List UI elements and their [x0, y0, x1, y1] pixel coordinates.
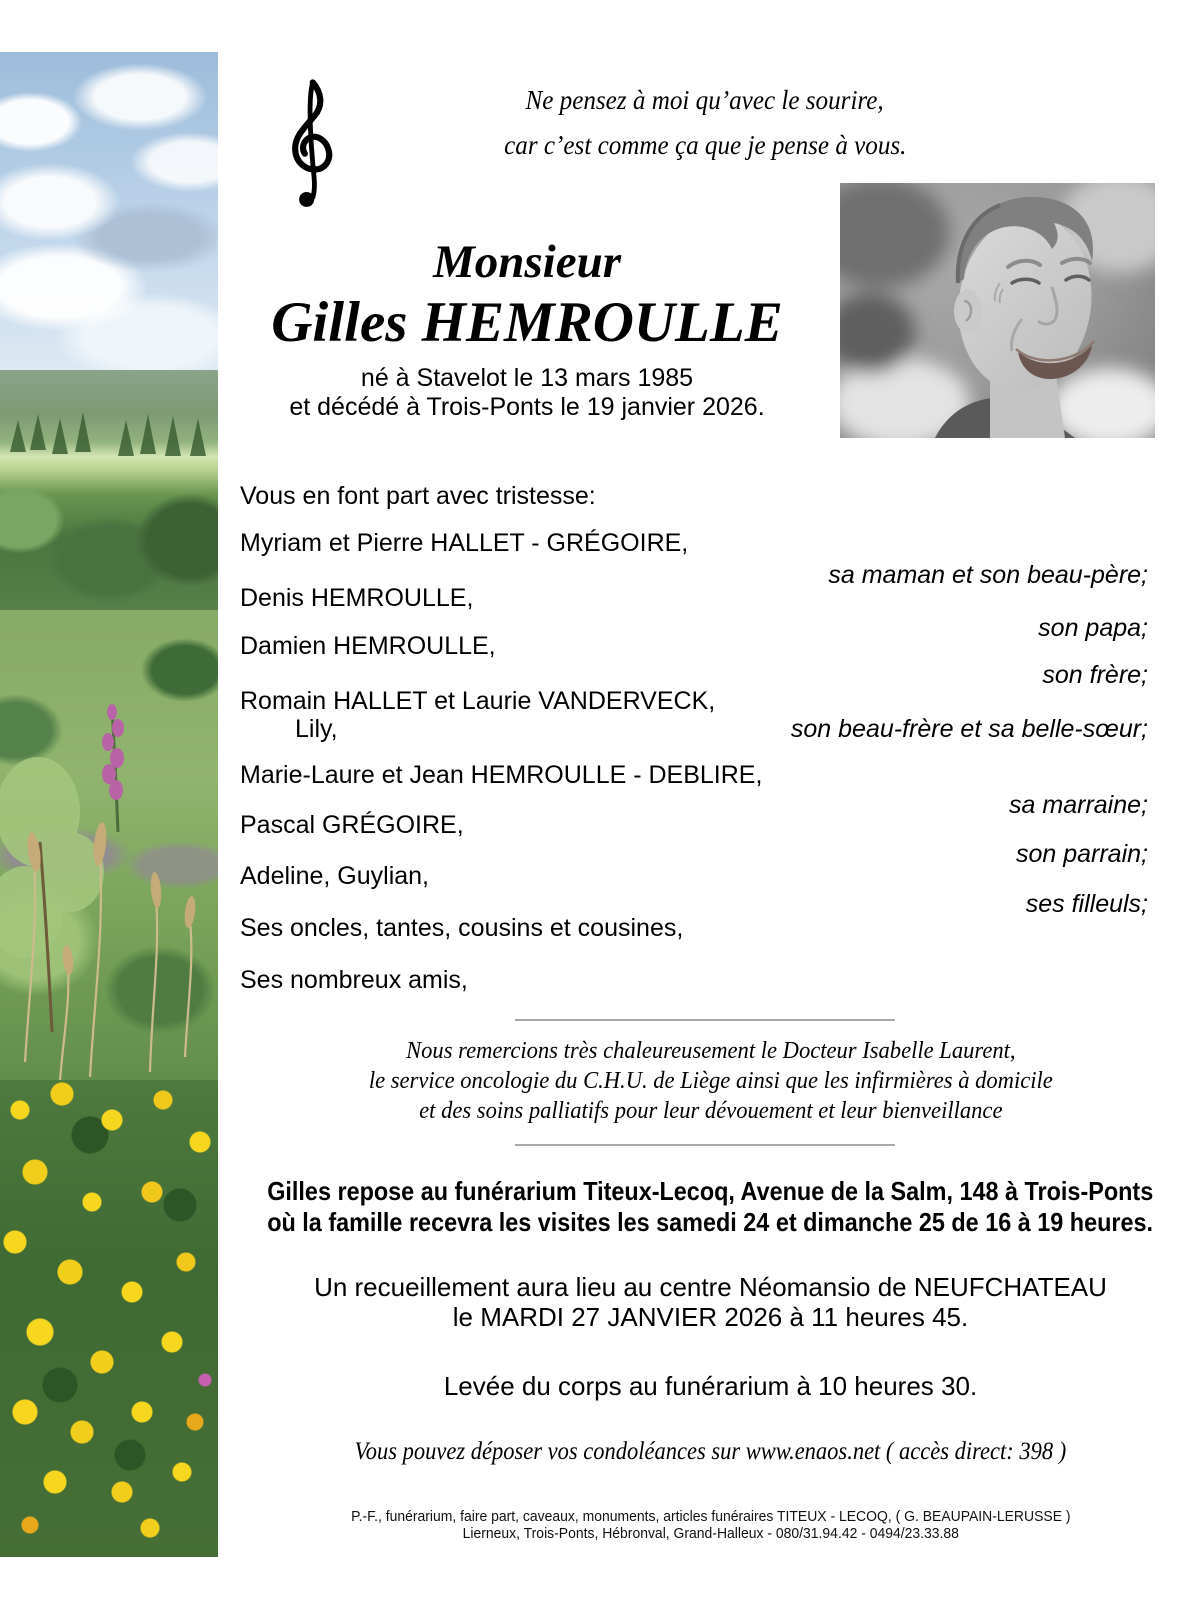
family-relation: sa maman et son beau-père;: [828, 561, 1148, 589]
ceremony-line-1: Un recueillement aura lieu au centre Néomansio de NEUFCHATEAU: [314, 1272, 1107, 1302]
family-relation: son papa;: [1038, 614, 1148, 642]
memorial-quote: [425, 78, 985, 168]
family-relation: son frère;: [1042, 661, 1148, 689]
funeral-home-footer: [218, 1508, 1203, 1542]
quote-line-1: Ne pensez à moi qu’avec le sourire,: [525, 85, 885, 115]
family-name: Ses nombreux amis,: [240, 966, 468, 994]
family-name: Myriam et Pierre HALLET - GRÉGOIRE,: [240, 529, 689, 557]
family-relation: son beau-frère et sa belle-sœur;: [790, 715, 1148, 743]
announcement-intro: Vous en font part avec tristesse:: [240, 482, 596, 510]
deceased-name: Gilles HEMROULLE: [271, 291, 783, 354]
portrait-photo: [840, 183, 1155, 438]
levee-info: Levée du corps au funérarium à 10 heures 30.: [443, 1371, 978, 1401]
family-name: Pascal GRÉGOIRE,: [240, 811, 464, 839]
footer-line-1: P.-F., funérarium, faire part, caveaux, monuments, articles funéraires TITEUX - LECOQ, ( G. BEAUPAIN-LERUSSE ): [350, 1508, 1071, 1525]
family-name: Ses oncles, tantes, cousins et cousines,: [240, 914, 684, 942]
thanks-line-2: le service oncologie du C.H.U. de Liège ainsi que les infirmières à domicile: [368, 1068, 1053, 1094]
family-relation: son parrain;: [1015, 840, 1148, 868]
nature-photo-strip: [0, 52, 218, 1557]
death-line: et décédé à Trois-Ponts le 19 janvier 2026.: [289, 393, 765, 421]
repose-line-1: Gilles repose au funérarium Titeux-Lecoq, Avenue de la Salm, 148 à Trois-Ponts: [267, 1176, 1154, 1206]
family-name: Marie-Laure et Jean HEMROULLE - DEBLIRE,: [240, 761, 763, 789]
thanks-message: [218, 1036, 1203, 1126]
family-name: Damien HEMROULLE,: [240, 632, 496, 660]
repose-line-2: où la famille recevra les visites les samedi 24 et dimanche 25 de 16 à 19 heures.: [267, 1207, 1154, 1237]
family-name: Romain HALLET et Laurie VANDERVECK,: [240, 687, 716, 715]
footer-line-2: Lierneux, Trois-Ponts, Hébronval, Grand-Halleux - 080/31.94.42 - 0494/23.33.88: [462, 1525, 959, 1542]
ceremony-line-2: le MARDI 27 JANVIER 2026 à 11 heures 45.: [452, 1302, 969, 1332]
quote-line-2: car c’est comme ça que je pense à vous.: [503, 130, 907, 160]
family-name-child: Lily,: [295, 715, 338, 743]
treble-clef-icon: [280, 78, 342, 210]
divider-line-bottom: [515, 1144, 895, 1146]
thanks-line-3: et des soins palliatifs pour leur dévouement et leur bienveillance: [418, 1098, 1003, 1124]
condolences-info: Vous pouvez déposer vos condoléances sur www.enaos.net ( accès direct: 398 ): [354, 1438, 1067, 1465]
life-dates: [218, 364, 836, 422]
family-relation: ses filleuls;: [1025, 890, 1148, 918]
family-relation: sa marraine;: [1009, 791, 1148, 819]
family-name: Denis HEMROULLE,: [240, 584, 474, 612]
meadow-detail-overlay: [0, 52, 218, 1557]
repose-info: [218, 1176, 1203, 1238]
family-name: Adeline, Guylian,: [240, 862, 430, 890]
deceased-title-block: [218, 233, 836, 422]
thanks-line-1: Nous remercions très chaleureusement le Docteur Isabelle Laurent,: [405, 1038, 1016, 1064]
birth-line: né à Stavelot le 13 mars 1985: [360, 364, 694, 392]
civility-title: Monsieur: [432, 236, 622, 288]
divider-line-top: [515, 1019, 895, 1021]
ceremony-info: [218, 1272, 1203, 1332]
